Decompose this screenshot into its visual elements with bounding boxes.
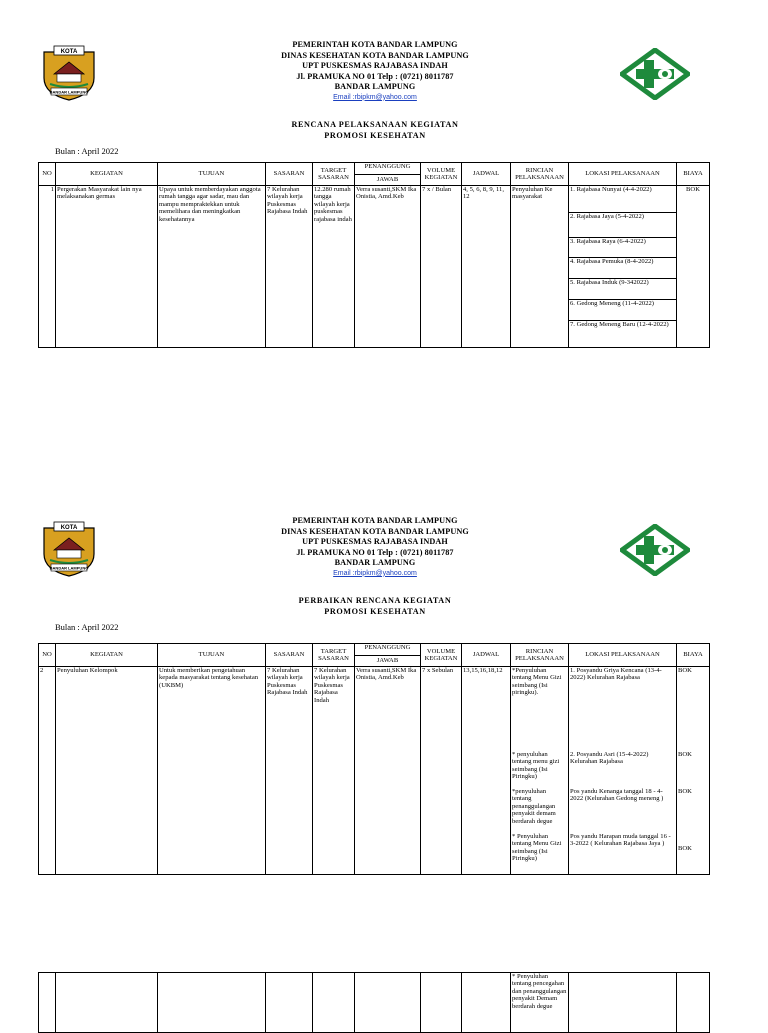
col-volume: VOLUME KEGIATAN — [421, 163, 462, 186]
letterhead-line: UPT PUSKESMAS RAJABASA INDAH — [302, 61, 448, 70]
lokasi-item: 6. Gedong Meneng (11-4-2022) — [569, 300, 676, 321]
letterhead-line: BANDAR LAMPUNG — [334, 82, 416, 91]
letterhead-line: PEMERINTAH KOTA BANDAR LAMPUNG — [292, 40, 458, 49]
cell-lokasi-list — [569, 667, 677, 875]
cell-rincian: * Penyuluhan tentang pencegahan dan penanggulangan penyakit Demam berdarah degue — [511, 973, 569, 1033]
svg-text:KOTA: KOTA — [60, 525, 78, 531]
biaya-item: BOK — [678, 751, 692, 758]
col-kegiatan: KEGIATAN — [56, 163, 158, 186]
col-no: NO — [39, 163, 56, 186]
plan-table — [38, 162, 710, 348]
col-target: TARGET SASARAN — [313, 163, 355, 186]
col-kegiatan: KEGIATAN — [56, 644, 158, 667]
month-label: Bulan : April 2022 — [55, 622, 119, 632]
email-link[interactable]: Email :rbipkm@yahoo.com — [333, 93, 417, 101]
lokasi-item: 2. Rajabasa Jaya (5-4-2022) — [569, 213, 676, 238]
lokasi-item: 7. Gedong Meneng Baru (12-4-2022) — [570, 321, 669, 328]
cell-biaya-list — [677, 667, 710, 875]
col-rincian: RINCIAN PELAKSANAAN — [511, 163, 569, 186]
col-tujuan: TUJUAN — [158, 644, 266, 667]
page-title: RENCANA PELAKSANAAN KEGIATAN — [291, 120, 459, 129]
rincian-item: * Penyuluhan tentang Menu Gizi seimbang (Isi Piringku) — [512, 833, 562, 863]
cell-jadwal: 13,15,16,18,12 — [462, 667, 511, 875]
col-lokasi: LOKASI PELAKSANAAN — [569, 163, 677, 186]
letterhead-top — [0, 40, 768, 110]
rincian-item: *Penyuluhan tentang Menu Gizi seimbang (Isi piringku). — [512, 667, 562, 697]
svg-text:KOTA: KOTA — [60, 49, 78, 55]
letterhead-text — [200, 516, 550, 579]
lokasi-item: 2. Posyandu Asri (15-4-2022) Kelurahan Rajabasa — [570, 751, 649, 766]
col-tujuan: TUJUAN — [158, 163, 266, 186]
col-jadwal: JADWAL — [462, 644, 511, 667]
lokasi-item: 1. Posyandu Griya Kencana (13-4-2022) Kelurahan Rajabasa — [570, 667, 662, 682]
letterhead-line: DINAS KESEHATAN KOTA BANDAR LAMPUNG — [281, 50, 469, 60]
biaya-item: BOK — [678, 845, 692, 852]
col-sasaran: SASARAN — [266, 163, 313, 186]
cell-rincian-list — [511, 667, 569, 875]
biaya-item: BOK — [678, 667, 692, 674]
cell-jadwal: 4, 5, 6, 8, 9, 11, 12 — [462, 186, 511, 348]
city-logo-icon — [40, 520, 98, 578]
col-sasaran: SASARAN — [266, 644, 313, 667]
cell-sasaran: 7 Kelurahan wilayah kerja Puskesmas Rajabasa Indah — [266, 186, 313, 348]
col-jadwal: JADWAL — [462, 163, 511, 186]
lokasi-item: 4. Rajabasa Pemuka (8-4-2022) — [569, 258, 676, 279]
col-pj — [355, 163, 421, 186]
svg-text:BANDAR LAMPUNG: BANDAR LAMPUNG — [49, 565, 89, 571]
cell-sasaran: 7 Kelurahan wilayah kerja Puskesmas Rajabasa Indah — [266, 667, 313, 875]
cell-target: 12.280 rumah tangga wilayah kerja puskesmas rajabasa indah — [313, 186, 355, 348]
col-pj-top: PENANGGUNG — [364, 163, 411, 170]
cell-tujuan: Untuk memberikan pengetahuan kepada masyarakat tentang kesehatan (UKBM) — [158, 667, 266, 875]
letterhead-bottom — [0, 516, 768, 586]
puskesmas-logo-icon — [620, 524, 690, 576]
rincian-item: *penyuluhan tentang penanggulangan penyakit demam berdarah degue — [512, 788, 556, 825]
biaya-item: BOK — [678, 788, 692, 795]
month-label: Bulan : April 2022 — [55, 146, 119, 156]
lokasi-item: 5. Rajabasa Induk (9-342022) — [569, 279, 676, 300]
svg-text:BANDAR LAMPUNG: BANDAR LAMPUNG — [49, 89, 89, 95]
cell-pj: Verra susanti,SKM Ika Onistia, Amd.Keb — [355, 667, 421, 875]
cell-volume: 7 x / Bulan — [421, 186, 462, 348]
rincian-item: * penyuluhan tentang menu gizi seimbang (Isi Piringku) — [512, 751, 560, 781]
col-lokasi: LOKASI PELAKSANAAN — [569, 644, 677, 667]
letterhead-line: BANDAR LAMPUNG — [334, 558, 416, 567]
cell-lokasi-list — [569, 186, 677, 348]
cell-target: 7 Kelurahan wilayah kerja Puskesmas Rajabasa Indah — [313, 667, 355, 875]
col-no: NO — [39, 644, 56, 667]
letterhead-line: DINAS KESEHATAN KOTA BANDAR LAMPUNG — [281, 526, 469, 536]
table-row — [39, 186, 710, 348]
cell-volume: 7 x Sebulan — [421, 667, 462, 875]
lokasi-item: 3. Rajabasa Raya (6-4-2022) — [569, 238, 676, 258]
page-title: PERBAIKAN RENCANA KEGIATAN — [298, 596, 452, 605]
cell-tujuan: Upaya untuk memberdayakan anggota rumah tangga agar sadar, mau dan mampu mempraktekkan untuk memelihara dan meningkatkan kesehatannya — [158, 186, 266, 348]
col-pj-top: PENANGGUNG — [364, 644, 411, 651]
cell-kegiatan: Pergerakan Masyarakat lain nya melaksanakan germas — [56, 186, 158, 348]
letterhead-text — [200, 40, 550, 103]
lokasi-item: Pos yandu Harapan muda tanggal 16 - 3-2022 ( Kelurahan Rajabasa Jaya ) — [570, 833, 671, 848]
table-row — [39, 667, 710, 875]
col-biaya: BIAYA — [677, 644, 710, 667]
cell-biaya: BOK — [677, 186, 710, 348]
page-subtitle: PROMOSI KESEHATAN — [324, 607, 426, 616]
letterhead-line: PEMERINTAH KOTA BANDAR LAMPUNG — [292, 516, 458, 525]
col-pj-bottom: JAWAB — [355, 655, 420, 666]
puskesmas-logo-icon — [620, 48, 690, 100]
cell-no: 1 — [39, 186, 56, 348]
page-subtitle: PROMOSI KESEHATAN — [324, 131, 426, 140]
city-logo-icon — [40, 44, 98, 102]
col-volume: VOLUME KEGIATAN — [421, 644, 462, 667]
email-link[interactable]: Email :rbipkm@yahoo.com — [333, 569, 417, 577]
col-biaya: BIAYA — [677, 163, 710, 186]
col-target: TARGET SASARAN — [313, 644, 355, 667]
letterhead-line: UPT PUSKESMAS RAJABASA INDAH — [302, 537, 448, 546]
cell-pj: Verra susanti,SKM Ika Onistia, Amd.Keb — [355, 186, 421, 348]
col-pj-bottom: JAWAB — [355, 174, 420, 185]
lokasi-item: 1. Rajabasa Nunyai (4-4-2022) — [569, 186, 676, 213]
cell-kegiatan: Penyuluhan Kelompok — [56, 667, 158, 875]
letterhead-line: Jl. PRAMUKA NO 01 Telp : (0721) 8011787 — [296, 71, 454, 81]
letterhead-line: Jl. PRAMUKA NO 01 Telp : (0721) 8011787 — [296, 547, 454, 557]
lokasi-item: Pos yandu Kenanga tanggal 18 - 4-2022 (Kelurahan Gedong meneng ) — [570, 788, 664, 803]
revision-table — [38, 643, 710, 875]
col-rincian: RINCIAN PELAKSANAAN — [511, 644, 569, 667]
col-pj — [355, 644, 421, 667]
cell-rincian: Penyuluhan Ke masyarakat — [511, 186, 569, 348]
cell-no: 2 — [39, 667, 56, 875]
